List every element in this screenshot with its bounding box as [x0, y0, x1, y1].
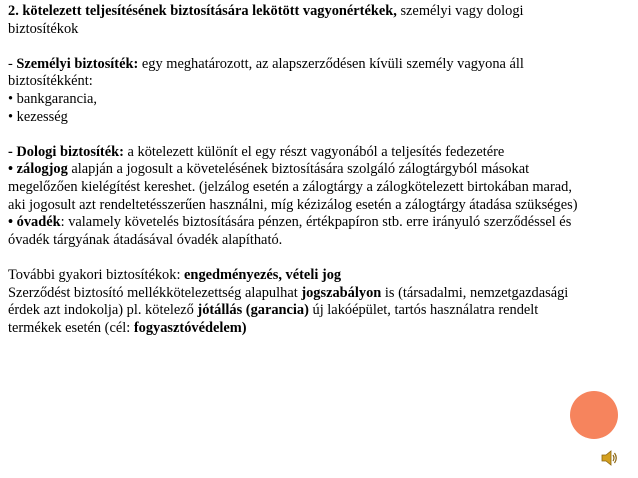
heading-bold: 2. kötelezett teljesítésének biztosítására lekötött vagyonértékek,: [8, 3, 397, 19]
paragraph-line: megelőzően kielégítést kereshet. (jelzálog esetén a zálogtárgy a zálogkötelezett birtokában marad,: [8, 178, 572, 195]
text-run: is (társadalmi, nemzetgazdasági: [381, 284, 569, 301]
paragraph-line: óvadék tárgyának átadásával óvadék alapítható.: [8, 231, 283, 248]
term-bold: - Dologi biztosíték:: [8, 143, 124, 160]
bullet-item: [8, 161, 638, 179]
bullet-item: [8, 214, 638, 232]
paragraph-line: aki jogosult azt rendeltetésszerűen használni, míg kézizálog esetén a zálogtárgy átadása szükséges): [8, 196, 578, 213]
term-bold: engedményezés, vételi jog: [184, 266, 342, 283]
term-bold: • óvadék: [8, 214, 61, 231]
text-run: Szerződést biztosító mellékkötelezettség alapulhat: [8, 284, 302, 301]
term-bold: jogszabályon: [301, 284, 382, 301]
term-bold: Személyi biztosíték:: [16, 55, 139, 72]
text-run: : valamely követelés biztosítására pénzen, értékpapíron stb. erre irányuló szerződéssel és: [60, 214, 572, 231]
bullet-item: • kezesség: [8, 108, 68, 125]
spacer: [8, 38, 638, 56]
paragraph-line: biztosítékként:: [8, 73, 93, 90]
speaker-icon-graphic: [600, 449, 618, 467]
paragraph-line: biztosítékok: [8, 20, 79, 37]
paragraph-line: [8, 267, 638, 285]
text-run: személyi vagy dologi: [396, 3, 524, 19]
slide-body: [8, 3, 638, 337]
term-bold: • zálogjog: [8, 161, 68, 178]
term-bold: jótállás (garancia): [197, 302, 309, 319]
text-run: További gyakori biztosítékok:: [8, 266, 185, 283]
text-run: -: [8, 55, 17, 72]
spacer: [8, 126, 638, 144]
spacer: [8, 249, 638, 267]
paragraph-line: [8, 320, 638, 338]
bullet-item: • bankgarancia,: [8, 90, 97, 107]
paragraph-line: [8, 144, 638, 162]
paragraph-line: [8, 285, 638, 303]
text-run: új lakóépület, tartós használatra rendelt: [308, 302, 539, 319]
paragraph-line: [8, 56, 638, 74]
text-run: termékek esetén (cél:: [8, 319, 134, 336]
text-run: érdek azt indokolja) pl. kötelező: [8, 302, 198, 319]
text-run: egy meghatározott, az alapszerződésen kívüli személy vagyona áll: [138, 55, 524, 72]
speaker-icon[interactable]: [600, 449, 618, 467]
term-bold: fogyasztóvédelem): [133, 319, 247, 336]
paragraph-line: [8, 3, 638, 21]
decorative-circle: [570, 391, 618, 439]
text-run: a kötelezett különít el egy részt vagyonából a teljesítés fedezetére: [123, 143, 505, 160]
paragraph-line: [8, 302, 638, 320]
text-run: alapján a jogosult a követelésének biztosítására szolgáló zálogtárgyból másokat: [67, 161, 530, 178]
